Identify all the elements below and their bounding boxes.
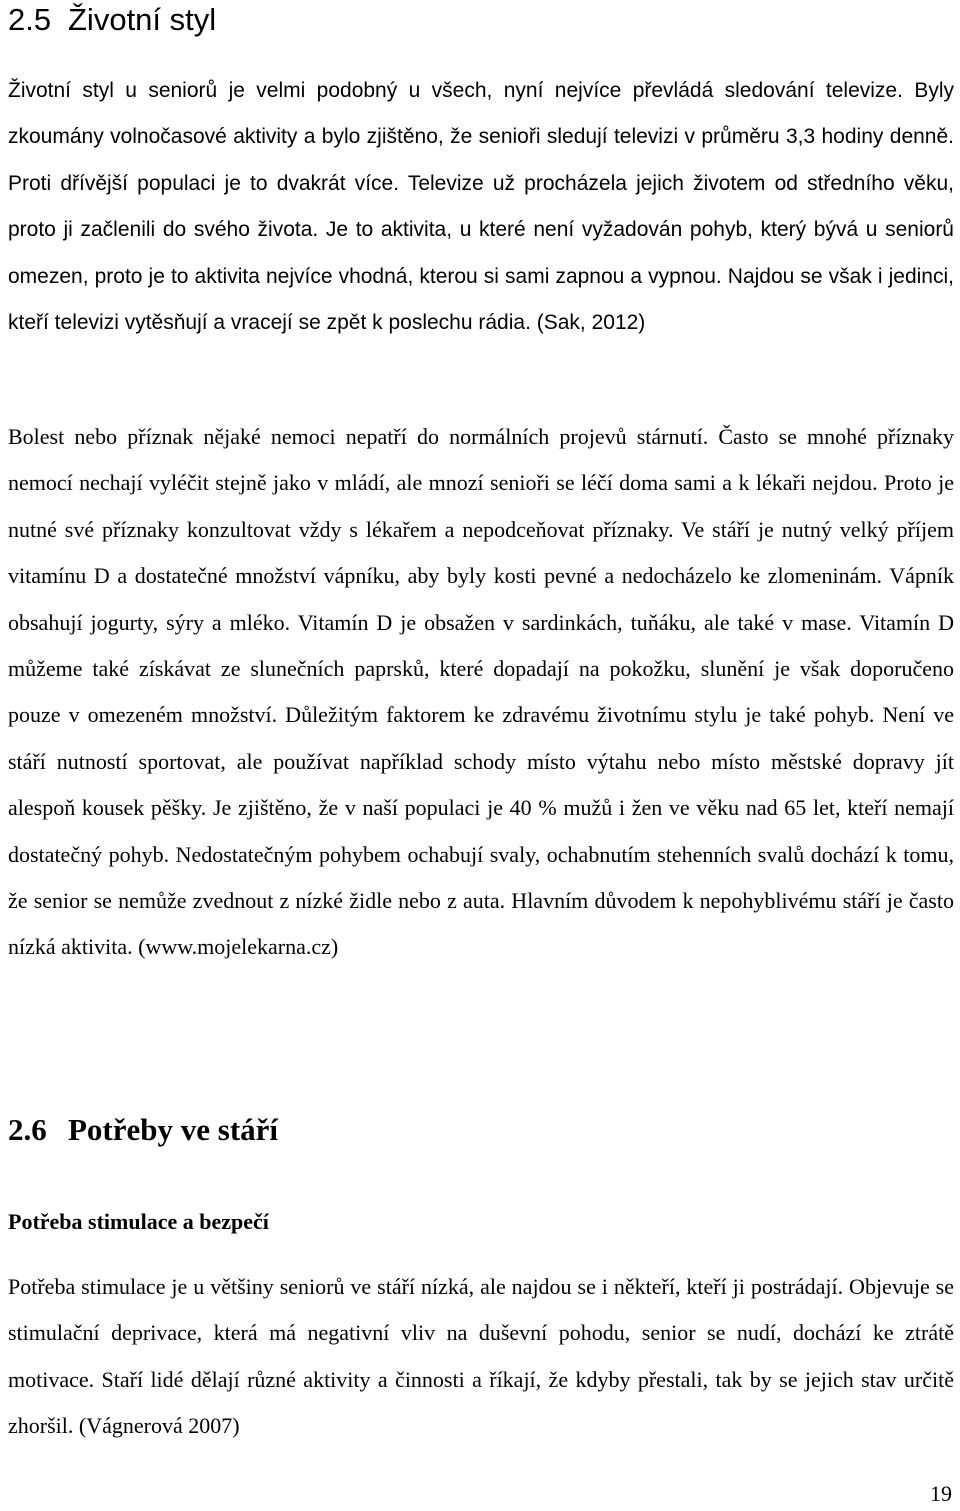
section-number: 2.5 <box>8 2 52 37</box>
section-title: Životní styl <box>68 2 217 37</box>
section-heading-2-6 <box>8 1110 278 1150</box>
page-number: 19 <box>930 1481 952 1506</box>
section-number: 2.6 <box>8 1112 47 1147</box>
paragraph-lifestyle: Životní styl u seniorů je velmi podobný u všech, nyní nejvíce převládá sledování televize. Byly zkoumány volnočasové aktivity a bylo zjištěno, že senioři sledují televizi v průměru 3,3 hodiny denně. Proti dřívější populaci je to dvakrát více. Televize už procházela jejich životem od středního věku, proto ji začlenili do svého života. Je to aktivita, u které není vyžadován pohyb, který bývá u seniorů omezen, proto je to aktivita nejvíce vhodná, kterou si sami zapnou a vypnou. Najdou se však i jedinci, kteří televizi vytěsňují a vracejí se zpět k poslechu rádia. (Sak, 2012) <box>8 79 954 335</box>
subheading-stimulation: Potřeba stimulace a bezpečí <box>8 1209 269 1234</box>
section-title: Potřeby ve stáří <box>68 1112 279 1147</box>
paragraph-health: Bolest nebo příznak nějaké nemoci nepatří do normálních projevů stárnutí. Často se mnohé příznaky nemocí nechají vyléčit stejně jako v mládí, ale mnozí senioři se léčí doma sami a k lékaři nejdou. Proto je nutné své příznaky konzultovat vždy s lékařem a nepodceňovat příznaky. Ve stáří je nutný velký příjem vitamínu D a dostatečné množství vápníku, aby byly kosti pevné a nedocházelo ke zlomeninám. Vápník obsahují jogurty, sýry a mléko. Vitamín D je obsažen v sardinkách, tuňáku, ale také v mase. Vitamín D můžeme také získávat ze slunečních paprsků, které dopadají na pokožku, slunění je však doporučeno pouze v omezeném množství. Důležitým faktorem ke zdravému životnímu stylu je také pohyb. Není ve stáří nutností sportovat, ale používat například schody místo výtahu nebo místo městské dopravy jít alespoň kousek pěšky. Je zjištěno, že v naší populaci je 40 % mužů i žen ve věku nad 65 let, kteří nemají dostatečný pohyb. Nedostatečným pohybem ochabují svaly, ochabnutím stehenních svalů dochází k tomu, že senior se nemůže zvednout z nízké židle nebo z auta. Hlavním důvodem k nepohyblivému stáří je často nízká aktivita. (www.mojelekarna.cz) <box>8 424 954 960</box>
paragraph-stimulation: Potřeba stimulace je u většiny seniorů ve stáří nízká, ale najdou se i někteří, kteří ji postrádají. Objevuje se stimulační deprivace, která má negativní vliv na duševní pohodu, senior se nudí, dochází ke ztrátě motivace. Staří lidé dělají různé aktivity a činnosti a říkají, že kdyby přestali, tak by se jejich stav určitě zhoršil. (Vágnerová 2007) <box>8 1274 954 1439</box>
section-heading-2-5 <box>8 0 216 40</box>
